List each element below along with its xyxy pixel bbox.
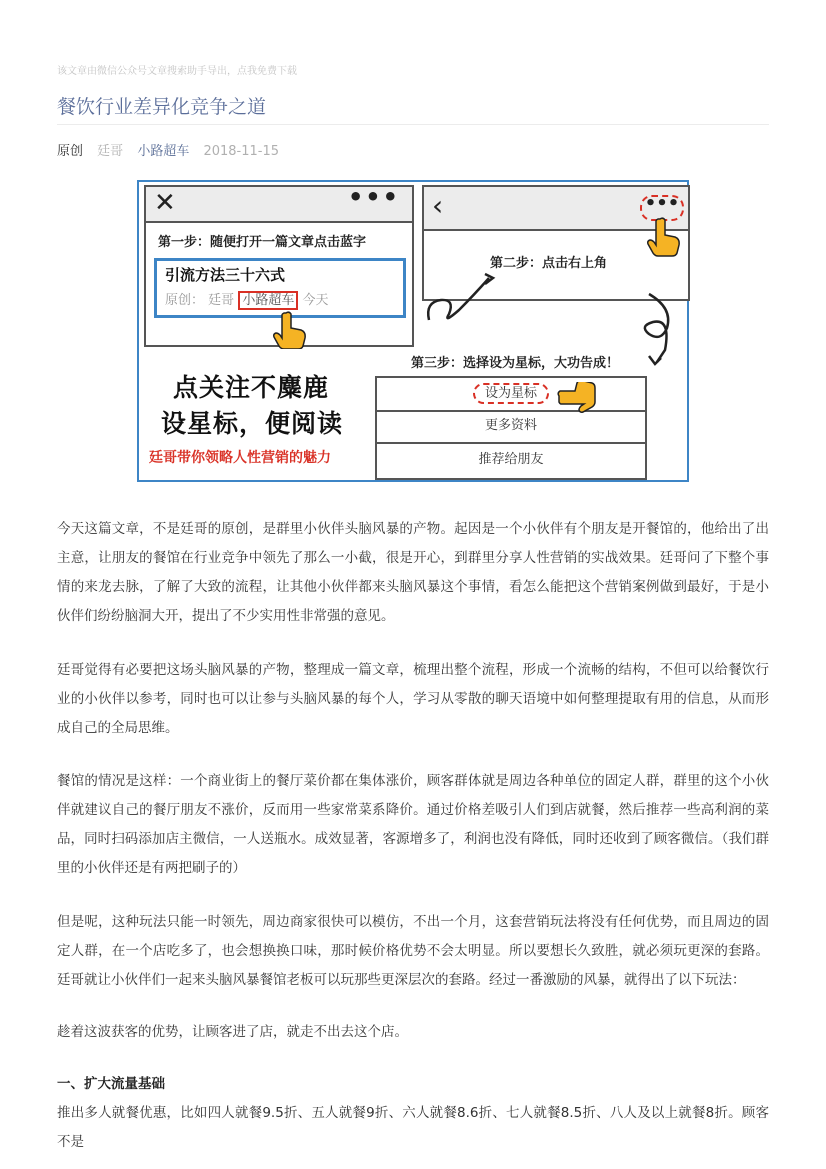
slogan-line3: 廷哥带你领略人性营销的魅力	[149, 450, 331, 466]
article-card	[154, 258, 406, 318]
step2-text: 第二步：点击右上角	[490, 256, 608, 271]
step3-text: 第三步：选择设为星标，大功告成！	[411, 356, 620, 371]
article-title: 餐饮行业差异化竞争之道	[57, 96, 267, 118]
menu-item-recommend[interactable]: 推荐给朋友	[478, 452, 544, 467]
step1-text: 第一步：随便打开一篇文章点击蓝字	[158, 235, 367, 250]
slogan-line2: 设星标，便阅读	[161, 409, 344, 438]
menu-item-star[interactable]	[377, 378, 645, 412]
paragraph-3: 餐馆的情况是这样：一个商业街上的餐厅菜价都在集体涨价，顾客群体就是周边各种单位的固定人群，群里的这个小伙伴就建议自己的餐厅朋友不涨价，反而用一些家常菜系降价。通过价格差吸引人们到店就餐，然后推荐一些高利润的菜品，同时扫码添加店主微信，一人送瓶水。成效显著，客源增多了，利润也没有降低，同时还收到了顾客微信。（我们群里的小伙伴还是有两把刷子的）	[57, 773, 769, 876]
action-menu	[375, 376, 647, 480]
paragraph-6: 推出多人就餐优惠，比如四人就餐9.5折、五人就餐9折、六人就餐8.6折、七人就餐8.5折、八人及以上就餐8折。顾客不是	[57, 1105, 769, 1150]
card-meta	[165, 289, 328, 308]
set-star-label: 设为星标	[473, 383, 549, 404]
more-dots-icon: •••	[347, 183, 400, 211]
original-tag: 原创	[57, 144, 84, 159]
phone-screen-step1	[144, 185, 414, 347]
section-heading-1: 一、扩大流量基础	[57, 1076, 165, 1092]
publish-date: 2018-11-15	[203, 144, 280, 159]
card-title: 引流方法三十六式	[165, 266, 286, 284]
card-orig: 原创：	[165, 293, 205, 308]
follow-guide-banner	[137, 180, 689, 482]
pointing-hand-icon	[646, 217, 682, 257]
account-link[interactable]: 小路超车	[137, 144, 190, 159]
export-note-link[interactable]: 该文章由微信公众号文章搜索助手导出，点我免费下载	[57, 66, 297, 77]
banner-frame	[137, 180, 689, 482]
slogan-line1: 点关注不麋鹿	[173, 373, 330, 402]
paragraph-5: 趁着这波获客的优势，让顾客进了店，就走不出去这个店。	[57, 1024, 408, 1040]
card-author: 廷哥	[208, 293, 235, 308]
card-time: 今天	[302, 293, 329, 308]
author-name: 廷哥	[97, 144, 124, 159]
back-arrow-icon: ‹	[432, 189, 444, 222]
swirl-arrow-icon	[421, 270, 501, 330]
paragraph-1: 今天这篇文章，不是廷哥的原创，是群里小伙伴头脑风暴的产物。起因是一个小伙伴有个朋友是开餐馆的，他给出了出主意，让朋友的餐馆在行业竞争中领先了那么一小截，很是开心，到群里分享人性营销的实战效果。廷哥问了下整个事情的来龙去脉，了解了大致的流程，让其他小伙伴都来头脑风暴这个事情，看怎么能把这个营销案例做到最好，于是小伙伴们纷纷脑洞大开，提出了不少实用性非常强的意见。	[57, 521, 769, 624]
title-divider	[57, 124, 769, 125]
swirl-arrow-icon-2	[619, 290, 679, 368]
paragraph-4: 但是呢，这种玩法只能一时领先，周边商家很快可以模仿，不出一个月，这套营销玩法将没有任何优势，而且周边的固定人群，在一个店吃多了，也会想换换口味，那时候价格优势不会太明显。所以要想长久致胜，就必须玩更深的套路。廷哥就让小伙伴们一起来头脑风暴餐馆老板可以玩那些更深层次的套路。经过一番激励的风暴，就得出了以下玩法：	[57, 914, 769, 988]
pointing-hand-icon	[272, 311, 308, 349]
menu-item-more[interactable]: 更多资料	[377, 410, 645, 444]
article-meta	[57, 140, 289, 159]
phone-top-bar	[146, 183, 412, 223]
card-account-highlight: 小路超车	[238, 291, 298, 310]
close-icon: ✕	[154, 188, 176, 218]
paragraph-2: 廷哥觉得有必要把这场头脑风暴的产物，整理成一篇文章，梳理出整个流程，形成一个流畅的结构，不但可以给餐饮行业的小伙伴以参考，同时也可以让参与头脑风暴的每个人，学习从零散的聊天语境中如何整理提取有用的信息，从而形成自己的全局思维。	[57, 662, 769, 736]
more-dots-highlight-icon: •••	[640, 195, 684, 221]
